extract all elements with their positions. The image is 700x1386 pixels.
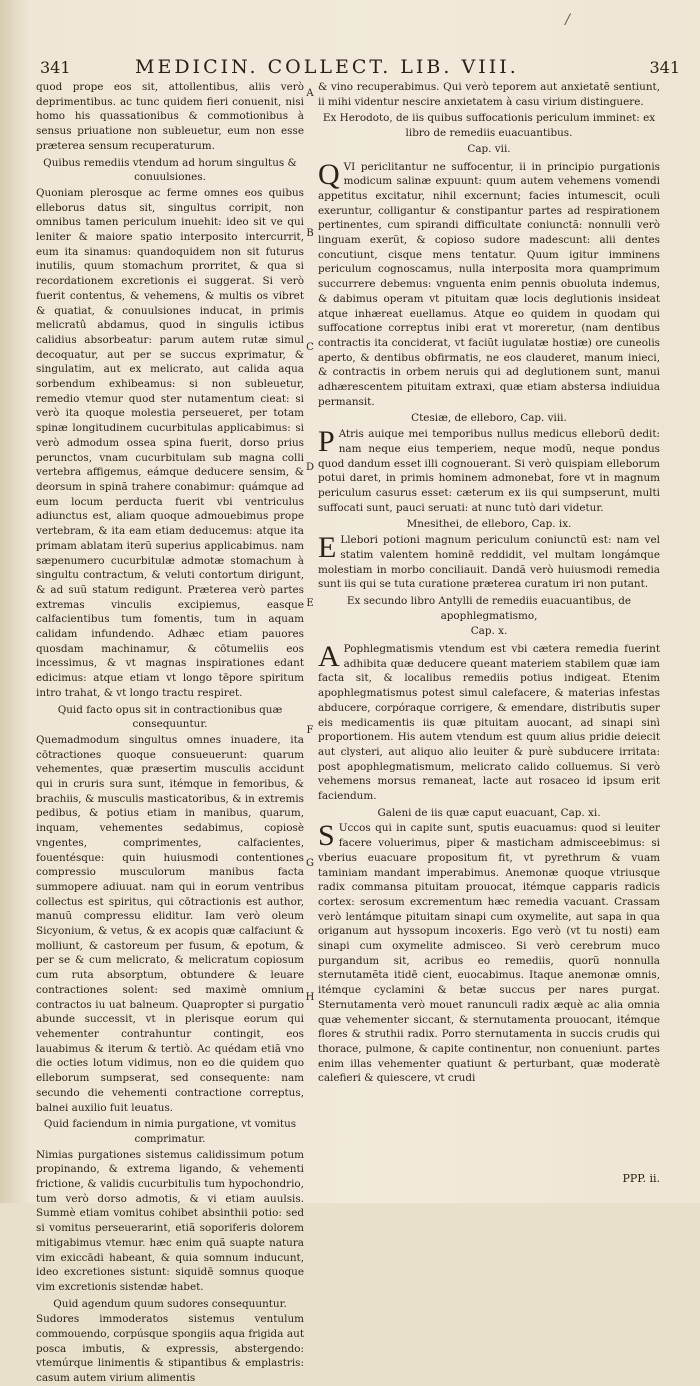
drop-cap-initial: Q: [318, 157, 340, 191]
section-heading: Quid agendum quum sudores consequuntur.: [53, 1297, 287, 1310]
chapter-number: Cap. vii.: [467, 142, 511, 155]
section-heading: Quibus remediis vtendum ad horum singultus & conuulsiones.: [43, 156, 297, 184]
paragraph: [318, 157, 660, 410]
section-heading: Quid facto opus sit in contractionibus quæ consequuntur.: [57, 703, 283, 731]
paragraph: [318, 80, 660, 109]
drop-cap-initial: A: [318, 640, 340, 674]
page-number-left: 341: [40, 58, 71, 77]
running-title: MEDICIN. COLLECT. LIB. VIII.: [135, 56, 519, 78]
paragraph: [318, 642, 660, 804]
margin-letter: G: [306, 858, 314, 869]
paragraph: [318, 427, 660, 515]
section-heading: Galeni de iis quæ caput euacuant, Cap. xi.: [377, 806, 601, 819]
right-column: [318, 80, 660, 1190]
margin-letter: C: [306, 342, 314, 353]
section-heading: Ex secundo libro Antylli de remediis euacuantibus, de apophlegmatismo,: [346, 594, 632, 622]
chapter-number: Cap. x.: [470, 625, 508, 638]
section-heading: Ctesiæ, de elleboro, Cap. viii.: [411, 412, 567, 425]
drop-cap-initial: S: [318, 819, 335, 853]
paragraph-text: Uccos qui in capite sunt, sputis euacuamus: quod si leuiter facere voluerimus, piper & masticham admisceebimus: si vberius euacuare propositum fit, vt pyrethrum & vuam taminiam mandant imperabimus. Anemonæ quoque vtriusque radix commansa pituitam prouocat, itémque capparis radicis cortex: serosum excrementum hæc remedia vacuant. Crassam verò lentámque pituitam sinapi cum oxymelite, aut sapa in qua origanum aut hyssopum incoxeris. Ego verò (vt tu nosti) eam sinapi cum oxymelite admisceo. Si verò cerebrum muco purgandum sit, acribus eo remediis, quorũ nonnulla sternutamẽta itidē cient, euocabimus. Itaque anemonæ omnis, itémque cyclamini & betæ succus per nares purgat. Sternutamenta verò mouet ranunculi radix æquè ac alia omnia quæ vehementer siccant, & sternutamenta prouocant, itémque flores & struthii radix. Porro sternutamenta in succis crudis qui thorace, pulmone, & capite continentur, non conueniunt. partes enim illas vehementer quatiunt & perturbant, quæ moderatè calefieri & quiescere, vt crudi: [318, 822, 660, 1085]
section-heading: Quid faciendum in nimia purgatione, vt vomitus comprimatur.: [43, 1118, 297, 1145]
paragraph-text: Quoniam plerosque ac ferme omnes eos quibus elleborus datus sit, singultus corripit, non omnibus tamen periculum inuehit: ideo sit ve qui leniter & maiore spatio interposito intercurrit, eum ita sinamus: quandoquidem non sit futurus inutilis, quum stomachum prorritet, & qua si recordationem excretionis ei suggerat. Si verò fuerit contentus, & vehemens, & multis os vibret & quatiat, & conuulsiones inducat, in primis melicratû abdamus, quod in singulis ictibus calidius absorbeatur: parum autem rutæ simul decoquatur, aut per se succus exprimatur, & singulatim, aut ex melicrato, aut calida aqua sorbendum exhibeamus: si non subleuetur, remedio vtemur quod ster nutamentum cieat: si verò ita quoque molestia perseueret, per totam spinæ longitudinem cucurbitulas applicabimus: si verò admodum ossea spina fuerit, dorso prius perunctos, vnam cucurbitulam sub magna colli vertebra affigemus, eámque deducere sensim, & deorsum in spinã trahere conabimur: quámque ad eum locum perducta fuerit vbi ventriculus adiunctus est, aliam quoque admouebimus prope vertebram, & ita eam etiam deducemus: atque ita primam ablatam iterũ superius applicabimus. nam sæpenumero cucurbitulæ admotæ stomachum à singultu contractum, & veluti contortum dirigunt, & ad suũ statum redigunt. Præterea verò partes extremas vinculis excipiemus, easque calfacientibus tum fomentis, tum in aquam calidam infundendo. Adhæc etiam pauores quosdam machinamur, & cōtumeliis eos incessimus, & vt magnas inspirationes edant edicimus: atque etiam vt longo tēpore spiritum intro trahat, & vt longo tractu respiret.: [36, 186, 304, 699]
paragraph-text: quod prope eos sit, attollentibus, aliis verò deprimentibus. ac tunc quidem fieri conuenit, nisi homo his quassationibus & commotionibus à sensus priuatione non subleuetur, eum non esse præterea sensum recuperaturum.: [36, 81, 304, 152]
paragraph-text: Sudores immoderatos sistemus ventulum commouendo, corpúsque spongiis aqua frigida aut posca imbutis, & expressis, abstergendo: vtemúrque linimentis & stipantibus & emplastris: casum autem virium alimentis: [36, 1313, 304, 1385]
signature-mark: PPP. ii.: [622, 1172, 660, 1185]
paragraph: [36, 1148, 304, 1295]
section-heading: Mnesithei, de elleboro, Cap. ix.: [406, 518, 572, 531]
paragraph: [36, 80, 304, 154]
paragraph-text: Llebori potioni magnum periculum coniunctũ est: nam vel statim valentem hominē reddidit, vel multam longámque molestiam in morbo conciliauit. Dandã verò huiusmodi remedia sunt iis qui se tuta curatione præterea curatum iri non putant.: [318, 534, 660, 591]
paragraph: [318, 821, 660, 1086]
paragraph-text: Nimias purgationes sistemus calidissimum potum propinando, & extrema ligando, & vehementi frictione, & validis cucurbitulis tum hypochondrio, tum verò dorso admotis, & vi etiam auulsis. Summè etiam vomitus cohibet absinthii potio: sed si vomitus perseuerarint, etiã soporiferis dolorem mitigabimus vtemur. hæc enim quã suapte natura vim exiccādi habeant, & quia somnum inducunt, ideo excretiones sistunt: siquidē somnus quoque vim excretionis sistendæ habet.: [36, 1148, 304, 1293]
paragraph: [36, 1312, 304, 1386]
corner-mark: /: [565, 12, 570, 28]
margin-section-letters: [300, 80, 320, 1190]
paragraph: [36, 186, 304, 701]
margin-letter: D: [305, 462, 315, 473]
paragraph-text: & vino recuperabimus. Qui verò teporem aut anxietatẽ sentiunt, ii mihi videntur nescire anxietatem à casu virium distinguere.: [318, 81, 660, 108]
running-header: [40, 58, 680, 80]
section-heading: Ex Herodoto, de iis quibus suffocationis periculum imminet: ex libro de remediis euacuantibus.: [322, 112, 656, 140]
margin-letter: F: [306, 725, 314, 736]
paragraph: [36, 733, 304, 1115]
paragraph-text: VI periclitantur ne suffocentur, ii in principio purgationis modicum salinæ expuunt: quum autem vehemens vomendi appetitus excitatur, nihil excernunt; facies intumescit, oculi exeruntur, colligantur & constipantur partes ad respirationem pertinentes, cum spirandi difficultate coniunctã: nonnulli verò linguam exerũt, & copioso sudore madescunt: alii dentes concutiunt, cisque mens tentatur. Quum igitur imminens periculum cognoscamus, nulla interposita mora quamprimum succurrere debemus: vnguenta enim pennis obuoluta indemus, & dabimus operam vt pituitam quæ locis deglutionis insideat atque inhæreat euellamus. Atque eo quidem in quodam qui suffocatione correptus inibi erat vt moreretur, (nam dentibus contractis ita conciderat, vt faciũt iugulatæ hostiæ) ore cuneolis aperto, & dentibus obfirmatis, ne eos clauderet, manum inieci, & contractis in orbem neruis qui ad deglutionem sunt, manui adhærescentem pituitam extraxi, quæ etiam abstersa indiuidua permansit.: [318, 160, 660, 408]
paragraph: [318, 533, 660, 592]
margin-letter: E: [306, 598, 314, 609]
drop-cap-initial: E: [318, 531, 337, 565]
paragraph-text: Atris auique mei temporibus nullus medicus elleborũ dedit: nam neque eius temperiem, neque modũ, neque pondus quod dandum esset illi cognouerant. Si verò quispiam elleborum potui daret, in primis hominem admonebat, fore vt in magnum periculum casurus esset: cæterum ex iis qui sumpserunt, multi suffocati sunt, pauci seruati: at nunc tutò dari videtur.: [318, 428, 660, 514]
page-number-right: 341: [649, 58, 680, 77]
left-column: [36, 80, 304, 1385]
margin-letter: A: [306, 88, 314, 99]
margin-letter: H: [305, 992, 315, 1003]
margin-letter: B: [306, 228, 314, 239]
paragraph-text: Quemadmodum singultus omnes inuadere, ita cōtractiones quoque consueuerunt: quarum vehementes, quæ præsertim musculis accidunt qui in cruris sura sunt, itémque in femoribus, & brachiis, & musculis masticatoribus, & in extremis pedibus, & potius etiam in manibus, quarum, inquam, vehementes sedabimus, copiosè vngentes, comprimentes, calfacientes, fouentésque: quin huiusmodi contentiones compressio musculorum manibus facta summopere adiuuat. nam qui in eorum ventribus collectus est spiritus, qui cōtractionis est author, manuũ compressu eliditur. Iam verò oleum Sicyonium, & vetus, & ex acopis quæ calfaciunt & molliunt, & castoreum per fusum, & epotum, & per se & cum melicrato, & melicratum copiosum cum ruta absorptum, obtundere & leuare contractiones solent: sed maximè omnium contractos iu uat balneum. Quapropter si purgatio abunde successit, vt in plerisque eorum qui vehementer contrahuntur contingit, eos lauabimus & iterum & tertiò. Ac quédam etiã vno die octies lotum vidimus, non eo die quidem quo elleborum sumpserat, sed consequente: nam secundo die vehementi contractione correptus, balnei auxilio fuit leuatus.: [36, 733, 304, 1114]
paragraph-text: Pophlegmatismis vtendum est vbi cætera remedia fuerint adhibita quæ deducere queant materiem stabilem quæ iam facta sit, & localibus remediis potius indigeat. Etenim apophlegmatismus potest simul calefacere, & materias infestas abducere, corpóraque corrigere, & emendare, distributis super eis medicamentis iis quæ pituitam auocant, ad sinapi sinì proportionem. His autem vtendum est quum alius pridie deiecit aut clysteri, aut aliquo alio leuiter & purè subducere irritata: post apophlegmatismum, melicrato calido colluemus. Si verò vehemens morsus remaneat, lacte aut rosaceo id ipsum erit faciendum.: [318, 643, 660, 803]
drop-cap-initial: P: [318, 425, 335, 459]
